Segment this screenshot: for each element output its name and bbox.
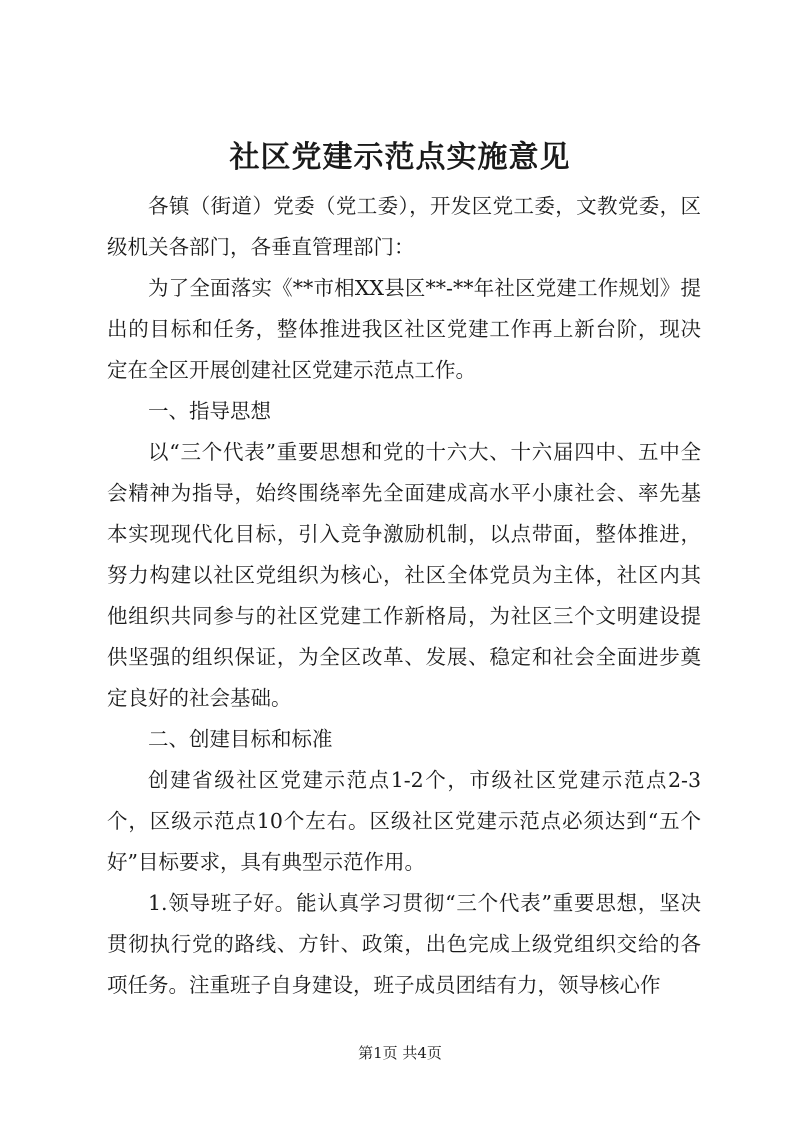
- paragraph-goals: 创建省级社区党建示范点1-2个，市级社区党建示范点2-3个，区级示范点10个左右。区级社区党建示范点必须达到“五个好”目标要求，具有典型示范作用。: [107, 768, 701, 874]
- page-indicator: 第1页 共4页: [358, 1044, 442, 1062]
- document-body: [107, 186, 701, 1006]
- paragraph-guiding-thought: 以“三个代表”重要思想和党的十六大、十六届四中、五中全会精神为指导，始终围绕率先全面建成高水平小康社会、率先基本实现现代化目标，引入竞争激励机制，以点带面，整体推进，努力构建以社区党组织为核心，社区全体党员为主体，社区内其他组织共同参与的社区党建工作新格局，为社区三个文明建设提供坚强的组织保证，为全区改革、发展、稳定和社会全面进步奠定良好的社会基础。: [107, 440, 701, 710]
- section-heading-goals: 二、创建目标和标准: [148, 727, 333, 751]
- paragraph-intro: 为了全面落实《**市相XX县区**-**年社区党建工作规划》提出的目标和任务，整体推进我区社区党建工作再上新台阶，现决定在全区开展创建社区党建示范点工作。: [107, 276, 701, 382]
- paragraph-leadership: 1.领导班子好。能认真学习贯彻“三个代表”重要思想，坚决贯彻执行党的路线、方针、政策，出色完成上级党组织交给的各项任务。注重班子自身建设，班子成员团结有力，领导核心作: [107, 891, 701, 997]
- paragraph-salutation: 各镇（街道）党委（党工委），开发区党工委，文教党委，区级机关各部门，各垂直管理部门：: [107, 194, 701, 259]
- document-title: 社区党建示范点实施意见: [229, 140, 571, 175]
- section-heading-guiding-thought: 一、指导思想: [148, 399, 271, 423]
